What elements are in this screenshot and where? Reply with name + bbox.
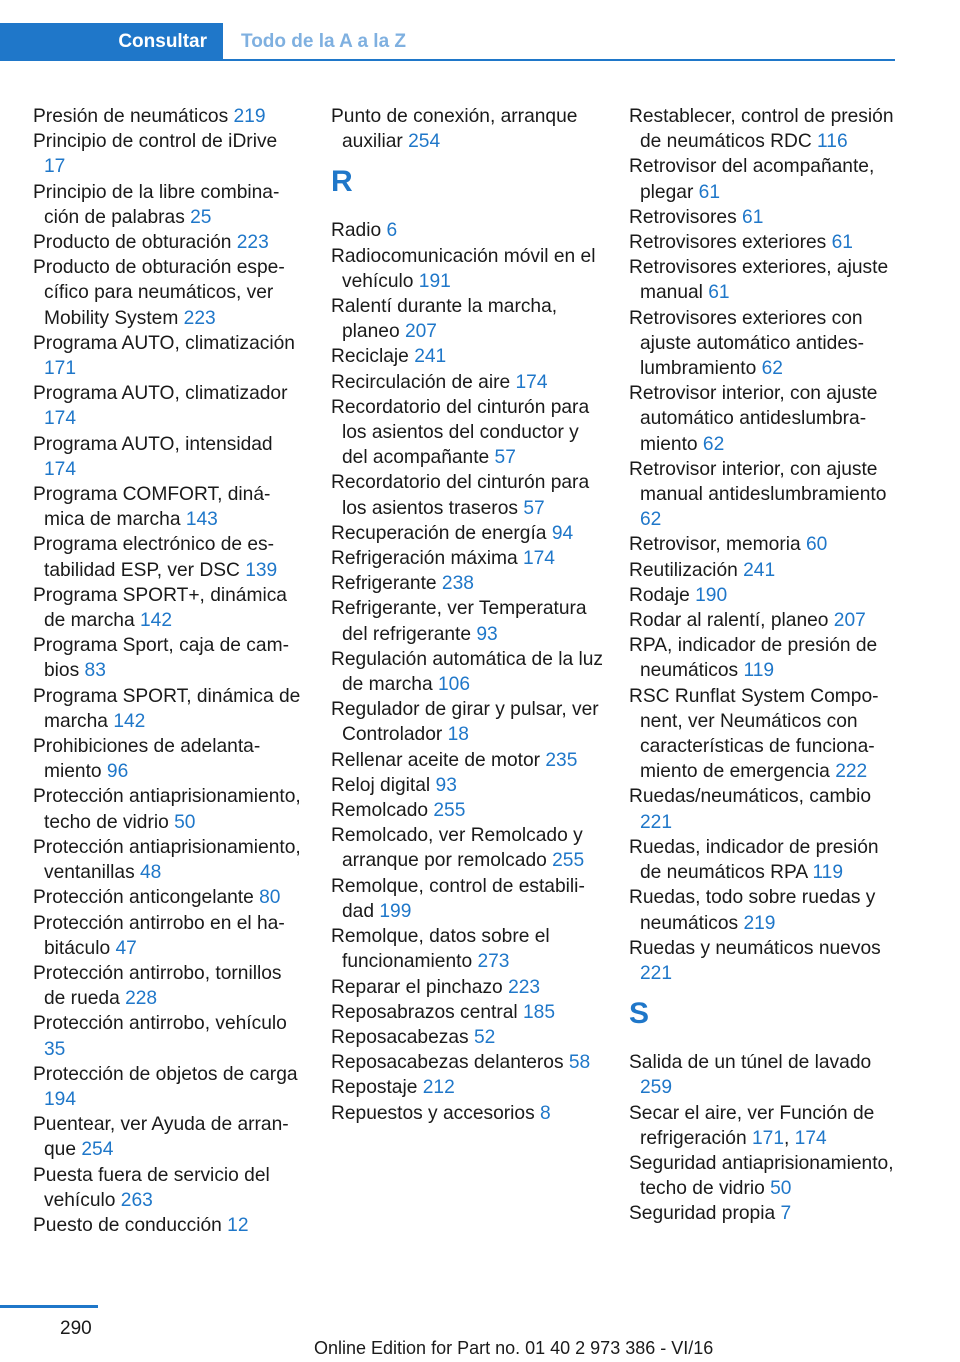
index-entry (629, 457, 904, 533)
index-entry (331, 798, 606, 823)
index-entry-text: Reloj digital (331, 774, 436, 796)
page-link[interactable]: 222 (835, 761, 868, 783)
page-link[interactable]: 221 (640, 811, 673, 833)
index-entry-text: Punto de conexión, arranque auxiliar (331, 106, 578, 153)
page-link[interactable]: 174 (794, 1127, 827, 1149)
index-entry-text: Reciclaje (331, 346, 415, 368)
index-entry-text: Seguridad antiaprisionamiento, techo de vidrio (629, 1152, 894, 1200)
index-entry (331, 218, 606, 243)
page-link[interactable]: 17 (44, 156, 66, 178)
index-entry (331, 1050, 606, 1075)
index-entry-text: Repostaje (331, 1077, 423, 1099)
index-entry-text: Principio de control de iDrive (33, 131, 278, 153)
page-link[interactable]: 212 (422, 1077, 455, 1099)
page-link[interactable]: 223 (508, 976, 541, 998)
index-column-2 (331, 104, 606, 1126)
page-link[interactable]: 254 (81, 1139, 114, 1161)
index-entry-text: Producto de obturación específico para neumáticos, ver Mobility System (33, 257, 285, 329)
page-link[interactable]: 259 (640, 1077, 673, 1099)
page-link[interactable]: 255 (433, 800, 466, 822)
page-link[interactable]: 143 (185, 509, 218, 531)
page-link[interactable]: 52 (473, 1026, 496, 1048)
index-entry (629, 684, 904, 785)
index-entry-text: Remolcado, ver Remolcado y arranque por remolcado (331, 825, 583, 872)
index-entry-text: Repuestos y accesorios (331, 1102, 541, 1124)
index-entry (33, 104, 303, 129)
index-entry (629, 936, 904, 986)
edition-note: Online Edition for Part no. 01 40 2 973 386 - VI/16 (314, 1338, 714, 1358)
index-entry (331, 1025, 606, 1050)
index-entry (33, 230, 303, 255)
index-entry (331, 748, 606, 773)
index-entry (33, 1213, 303, 1238)
index-entry-text: Programa COMFORT, dinámica de marcha (33, 484, 271, 531)
index-entry: Secar el aire, ver Función de refrigeración 171, 174 (629, 1102, 875, 1149)
index-entry (629, 1050, 904, 1100)
index-entry (331, 1101, 606, 1126)
index-entry (33, 633, 303, 683)
index-entry-text: Rellenar aceite de motor (331, 749, 546, 771)
index-entry-text: Regulación automática de la luz de marcha (331, 648, 603, 696)
index-entry (33, 1112, 303, 1162)
page-link[interactable]: 47 (115, 937, 137, 959)
index-entry-text: Presión de neumáticos (33, 106, 234, 127)
page-link[interactable]: 62 (640, 509, 662, 531)
page-link[interactable]: 57 (494, 447, 516, 469)
page-link[interactable]: 190 (695, 584, 728, 606)
page-link[interactable]: 48 (140, 862, 162, 884)
index-entry (629, 835, 904, 885)
page-number: 290 (60, 1318, 92, 1339)
index-entry (33, 911, 303, 961)
index-entry-text: Reutilización (629, 559, 744, 581)
index-entry (331, 1075, 606, 1100)
page-link[interactable]: 235 (545, 749, 578, 771)
index-entry-text: Recuperación de energía (331, 522, 552, 544)
page-link[interactable]: 174 (44, 408, 77, 430)
page-link[interactable]: 223 (183, 307, 216, 329)
index-entry-text: Remolque, datos sobre el funcionamiento (331, 926, 550, 973)
index-entry-text: Rodaje (629, 584, 696, 606)
header-divider (223, 59, 895, 61)
index-entry-text: Programa AUTO, climatización (33, 332, 295, 354)
index-entry (331, 571, 606, 596)
page-link[interactable]: 94 (551, 522, 574, 544)
index-entry-text: Rodar al ralentí, planeo (629, 610, 834, 632)
index-entry-text: RPA, indicador de presión de neumáticos (629, 635, 878, 682)
index-entry (331, 647, 606, 697)
page-link[interactable]: 61 (831, 232, 853, 254)
page-link[interactable]: 119 (743, 660, 775, 682)
page-link[interactable]: 119 (812, 862, 844, 884)
index-entry (629, 381, 904, 457)
index-entry (331, 773, 606, 798)
index-entry-text: Retrovisores exteriores, ajuste manual (629, 257, 889, 304)
index-entry-text: Programa electrónico de estabilidad ESP, ver DSC (33, 534, 275, 581)
tab-todo-de-la-a-a-la-z[interactable]: Todo de la A a la Z (241, 31, 407, 52)
index-entry-text: Programa Sport, caja de cambios (33, 635, 289, 682)
index-entry (629, 230, 904, 255)
index-entry (331, 395, 606, 471)
page-link[interactable]: 171 (44, 358, 77, 380)
index-entry (331, 344, 606, 369)
page-link[interactable]: 255 (552, 850, 585, 872)
index-entry-text: Retrovisor interior, con ajuste automático antideslumbramiento (629, 383, 878, 455)
index-entry (33, 532, 303, 582)
page-link[interactable]: 96 (106, 761, 129, 783)
page-link[interactable]: 6 (386, 220, 398, 242)
index-entry-text: Retrovisores exteriores (629, 232, 832, 254)
index-entry (33, 129, 303, 179)
index-entry-text: RSC Runflat System Component, ver Neumáticos con características de funcionamiento de emergencia (629, 685, 879, 783)
index-entry-text: Secar el aire, ver Función de refrigeración (629, 1102, 875, 1149)
index-entry-text: Protección anticongelante (33, 887, 260, 909)
index-entry-text: Seguridad propia (629, 1203, 781, 1225)
page-link[interactable]: 142 (113, 710, 146, 732)
index-column-3 (629, 104, 904, 1227)
index-entry (33, 482, 303, 532)
page-link[interactable]: 221 (640, 962, 673, 984)
index-entry-text: Retrovisor del acompañante, plegar (629, 156, 875, 203)
page-link[interactable]: 174 (515, 371, 548, 393)
index-entry (33, 835, 303, 885)
page-link[interactable]: 25 (190, 206, 212, 228)
index-entry-text: Ruedas, indicador de presión de neumáticos RPA (629, 836, 879, 884)
index-entry-text: Programa AUTO, climatizador (33, 383, 288, 405)
index-entry-text: Programa AUTO, intensidad (33, 433, 273, 455)
index-entry-text: Puentear, ver Ayuda de arranque (33, 1114, 289, 1161)
index-entry (629, 608, 904, 633)
index-entry (33, 1163, 303, 1213)
page-link[interactable]: 7 (780, 1203, 792, 1225)
index-entry-text: Reposacabezas (331, 1026, 474, 1048)
index-entry-text: Principio de la libre combinación de palabras (33, 181, 280, 228)
index-entry (629, 558, 904, 583)
index-entry-text: Radiocomunicación móvil en el vehículo (331, 245, 596, 292)
page-link[interactable]: 93 (435, 774, 457, 796)
index-entry-text: Reposacabezas delanteros (331, 1052, 569, 1074)
page-link[interactable]: 254 (408, 131, 441, 153)
index-entry-text: Puesta fuera de servicio del vehículo (33, 1164, 270, 1211)
page-link[interactable]: 199 (379, 900, 412, 922)
index-entry-text: Retrovisores (629, 206, 743, 228)
index-entry (33, 684, 303, 734)
index-entry (629, 104, 904, 154)
index-entry-text: Retrovisor interior, con ajuste manual antideslumbramiento (629, 458, 887, 506)
index-column-1 (33, 104, 303, 1238)
index-entry (331, 823, 606, 873)
index-entry (331, 546, 606, 571)
index-entry (33, 583, 303, 633)
index-entry (331, 874, 606, 924)
index-entry-text: Ralentí durante la marcha, planeo (331, 296, 558, 343)
index-entry-text: Producto de obturación (33, 232, 237, 254)
index-entry-text: Radio (331, 220, 387, 242)
index-entry-text: Refrigeración máxima (331, 548, 523, 570)
page-link[interactable]: 62 (761, 358, 783, 380)
index-entry-text: Refrigerante, ver Temperatura del refrigerante (331, 598, 587, 645)
index-entry (33, 1011, 303, 1061)
index-entry (33, 784, 303, 834)
index-entry (331, 521, 606, 546)
index-entry-text: Remolque, control de estabilidad (331, 875, 585, 922)
index-entry (629, 205, 904, 230)
page-link[interactable]: 139 (245, 559, 278, 581)
index-entry-text: Refrigerante (331, 573, 442, 595)
index-entry-text: Protección antiaprisionamiento, ventanillas (33, 836, 301, 884)
page-link[interactable]: 273 (477, 951, 510, 973)
index-entry (33, 961, 303, 1011)
page-link[interactable]: 228 (125, 988, 158, 1010)
page-link[interactable]: 185 (522, 1001, 555, 1023)
index-entry-text: Ruedas y neumáticos nuevos (629, 937, 881, 959)
index-entry (629, 154, 904, 204)
page-link[interactable]: 191 (418, 270, 451, 292)
page-link[interactable]: 207 (833, 610, 866, 632)
page-link[interactable]: 50 (174, 811, 196, 833)
index-entry (629, 1201, 904, 1226)
page-link[interactable]: 93 (476, 623, 498, 645)
page-link[interactable]: 194 (44, 1088, 77, 1110)
index-entry-text: Protección antirrobo, tornillos de rueda (33, 962, 282, 1010)
index-entry-text: Regulador de girar y pulsar, ver Controlador (331, 699, 599, 746)
index-entry (629, 784, 904, 834)
index-entry (331, 1000, 606, 1025)
index-entry-text: Retrovisor, memoria (629, 534, 806, 556)
tab-consultar[interactable]: Consultar (0, 23, 223, 61)
page-link[interactable]: 207 (404, 321, 437, 343)
index-entry (629, 633, 904, 683)
index-entry-text: Recirculación de aire (331, 371, 516, 393)
index-entry (33, 885, 303, 910)
page-link[interactable]: 61 (708, 282, 730, 304)
index-entry (33, 381, 303, 431)
index-entry-text: Protección de objetos de carga (33, 1063, 298, 1085)
page-link[interactable]: 18 (447, 724, 469, 746)
index-entry (33, 331, 303, 381)
page-link[interactable]: 241 (414, 346, 447, 368)
page-link[interactable]: 171 (751, 1127, 784, 1149)
index-entry (33, 180, 303, 230)
header (0, 0, 960, 62)
index-entry-text: Prohibiciones de adelantamiento (33, 736, 261, 783)
index-entry (629, 306, 904, 382)
index-entry-text: Recordatorio del cinturón para los asientos traseros (331, 472, 590, 519)
index-entry (331, 470, 606, 520)
index-entry-text: Salida de un túnel de lavado (629, 1052, 872, 1074)
index-entry (629, 583, 904, 608)
index-entry (331, 596, 606, 646)
page-link[interactable]: 61 (698, 181, 721, 203)
page-link[interactable]: 12 (227, 1214, 249, 1236)
page-link[interactable]: 106 (437, 674, 470, 696)
index-entry (331, 294, 606, 344)
index-entry (629, 885, 904, 935)
index-entry-text: Reposabrazos central (331, 1001, 523, 1023)
page-link[interactable]: 61 (742, 206, 764, 228)
page-link[interactable]: 57 (523, 497, 545, 519)
section-letter: S (629, 997, 650, 1031)
page-link[interactable]: 50 (770, 1178, 792, 1200)
section-letter: R (331, 165, 353, 199)
index-entry-text: Protección antirrobo, vehículo (33, 1013, 287, 1035)
page-link[interactable]: 8 (540, 1102, 551, 1124)
page-link[interactable]: 35 (44, 1038, 66, 1060)
page-link[interactable]: 174 (522, 548, 555, 570)
index-entry-text: Recordatorio del cinturón para los asientos del conductor y del acompañante (331, 396, 590, 469)
index-entry (331, 697, 606, 747)
page-link[interactable]: 241 (743, 559, 776, 581)
index-entry-text: Ruedas/neumáticos, cambio (629, 786, 872, 808)
index-entry-text: Retrovisores exteriores con ajuste automático antideslumbramiento (629, 307, 864, 380)
page-link[interactable]: 60 (806, 534, 828, 556)
page-link[interactable]: 142 (139, 610, 172, 632)
page-link[interactable]: 223 (236, 232, 269, 254)
index-entry (331, 104, 606, 154)
index-entry-text: Remolcado (331, 800, 434, 822)
index-entry-text: Protección antiaprisionamiento, techo de vidrio (33, 786, 301, 833)
footer-divider (0, 1305, 98, 1308)
page-link[interactable]: 174 (44, 458, 77, 480)
index-entry-text: Programa SPORT, dinámica de marcha (33, 685, 301, 732)
page-link[interactable]: 219 (743, 912, 776, 934)
index-entry (331, 370, 606, 395)
index-entry-text: Puesto de conducción (33, 1214, 228, 1236)
page-link[interactable]: 263 (120, 1189, 153, 1211)
index-entry (331, 244, 606, 294)
page-link[interactable]: 58 (568, 1052, 591, 1074)
index-entry (33, 734, 303, 784)
index-entry (331, 924, 606, 974)
index-entry (33, 1062, 303, 1112)
index-entry-text: Ruedas, todo sobre ruedas y neumáticos (629, 887, 876, 934)
page-link[interactable]: 80 (259, 887, 281, 909)
page-link[interactable]: 116 (817, 131, 848, 153)
index-entry (33, 432, 303, 482)
page-link[interactable]: 62 (702, 433, 725, 455)
index-entry (629, 1151, 904, 1201)
page-link[interactable]: 238 (441, 573, 474, 595)
page-link[interactable]: 219 (233, 106, 266, 127)
index-entry (629, 255, 904, 305)
index-entry-text: Programa SPORT+, dinámica de marcha (33, 584, 287, 632)
index-entry (629, 532, 904, 557)
index-entry (331, 975, 606, 1000)
index-entry-text: Protección antirrobo en el habitáculo (33, 912, 285, 959)
index-entry (33, 255, 303, 331)
index-entry-text: Restablecer, control de presión de neumáticos RDC (629, 106, 894, 153)
index-entry-text: Reparar el pinchazo (331, 976, 509, 998)
page-link[interactable]: 83 (84, 660, 106, 682)
